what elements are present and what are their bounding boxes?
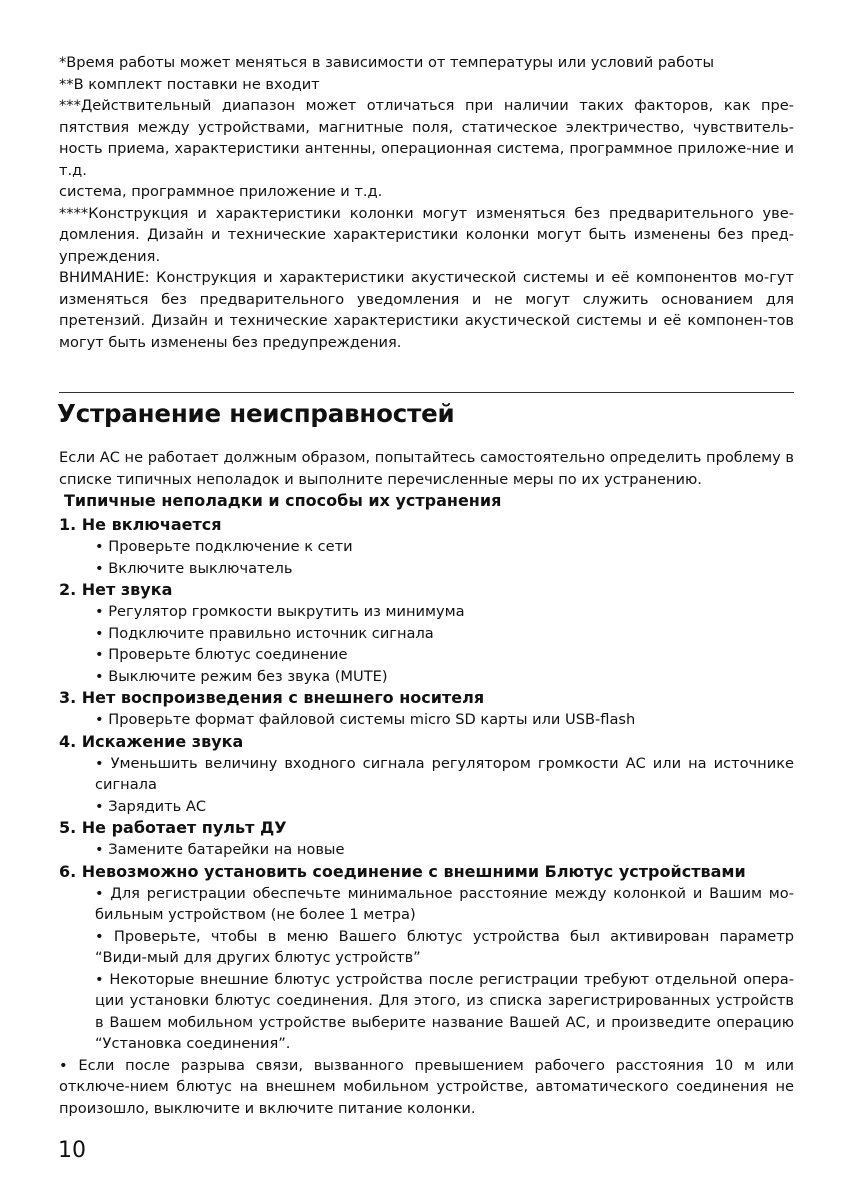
solution-item: • Проверьте блютус соединение [95,646,348,663]
solution-item: • Включите выключатель [95,559,293,577]
footnote: ****Конструкция и характеристики колонки могут изменяться без предварительного уве-домления. Дизайн и технические характеристики колонки могут быть изменены без пред-упреждения. [59,204,794,265]
solution-item: • Подключите правильно источник сигнала [95,624,434,642]
solution-item: • Некоторые внешние блютус устройства после регистрации требуют отдельной опера-ции установки блютус соединения. Для этого, из списка зарегистрированных устройств в Вашем мобильном устройстве выберите название Вашей АС, и произведите операцию “Установка соединения”. [95,970,794,1052]
problem-heading: 4. Искажение звука [59,731,244,751]
page-title: Устранение неисправностей [57,399,455,428]
final-note: • Если после разрыва связи, вызванного превышением рабочего расстояния 10 м или отключе-нием блютус на внешнем мобильном устройстве, автоматического соединения не произошло, выключите и включите питание колонки. [59,1056,794,1117]
solution-item: • Регулятор громкости выкрутить из минимума [95,603,465,620]
solution-item: • Проверьте подключение к сети [95,538,353,555]
solution-item: • Уменьшить величину входного сигнала регулятором громкости АС или на источнике сигнала [95,754,794,793]
intro-paragraph: Если АС не работает должным образом, попытайтесь самостоятельно определить проблему в списке типичных неполадок и выполните перечисленные меры по их устранению. [59,449,794,488]
solution-item: • Выключите режим без звука (MUTE) [95,667,388,685]
section-subtitle: Типичные неполадки и способы их устранения [64,491,502,510]
problem-heading: 6. Невозможно установить соединение с внешними Блютус устройствами [59,861,746,881]
solution-item: • Для регистрации обеспечьте минимальное расстояние между колонкой и Вашим мо-бильным устройством (не более 1 метра) [95,884,794,923]
section-divider [59,392,794,393]
footnote: *Время работы может меняться в зависимости от температуры или условий работы [59,54,715,71]
page-number: 10 [58,1138,86,1163]
footnote: **В комплект поставки не входит [59,75,320,93]
footnote: система, программное приложение и т.д. [59,183,383,200]
problem-heading: 5. Не работает пульт ДУ [59,818,287,837]
footnote: ***Действительный диапазон может отличаться при наличии таких факторов, как пре-пятствия между устройствами, магнитные поля, статическое электричество, чувствитель-ность приема, характеристики антенны, операционная система, программное приложе-ние и т.д. [59,97,794,179]
problem-heading: 2. Нет звука [59,580,173,599]
footnotes [59,52,794,353]
solution-item: • Проверьте формат файловой системы micro SD карты или USB-flash [95,711,636,728]
troubleshooting-list [59,514,794,1119]
warning-note: ВНИМАНИЕ: Конструкция и характеристики акустической системы и её компонентов мо-гут изменяться без предварительного уведомления и не могут служить основанием для претензий. Дизайн и технические характеристики акустической системы и её компонен-тов могут быть изменены без предупреждения. [59,269,794,351]
solution-item: • Зарядить АС [95,797,207,815]
problem-heading: 1. Не включается [59,515,222,534]
problem-heading: 3. Нет воспроизведения с внешнего носителя [59,688,485,707]
solution-item: • Проверьте, чтобы в меню Вашего блютус устройства был активирован параметр “Види-мый для других блютус устройств” [95,927,794,966]
solution-item: • Замените батарейки на новые [95,841,345,858]
